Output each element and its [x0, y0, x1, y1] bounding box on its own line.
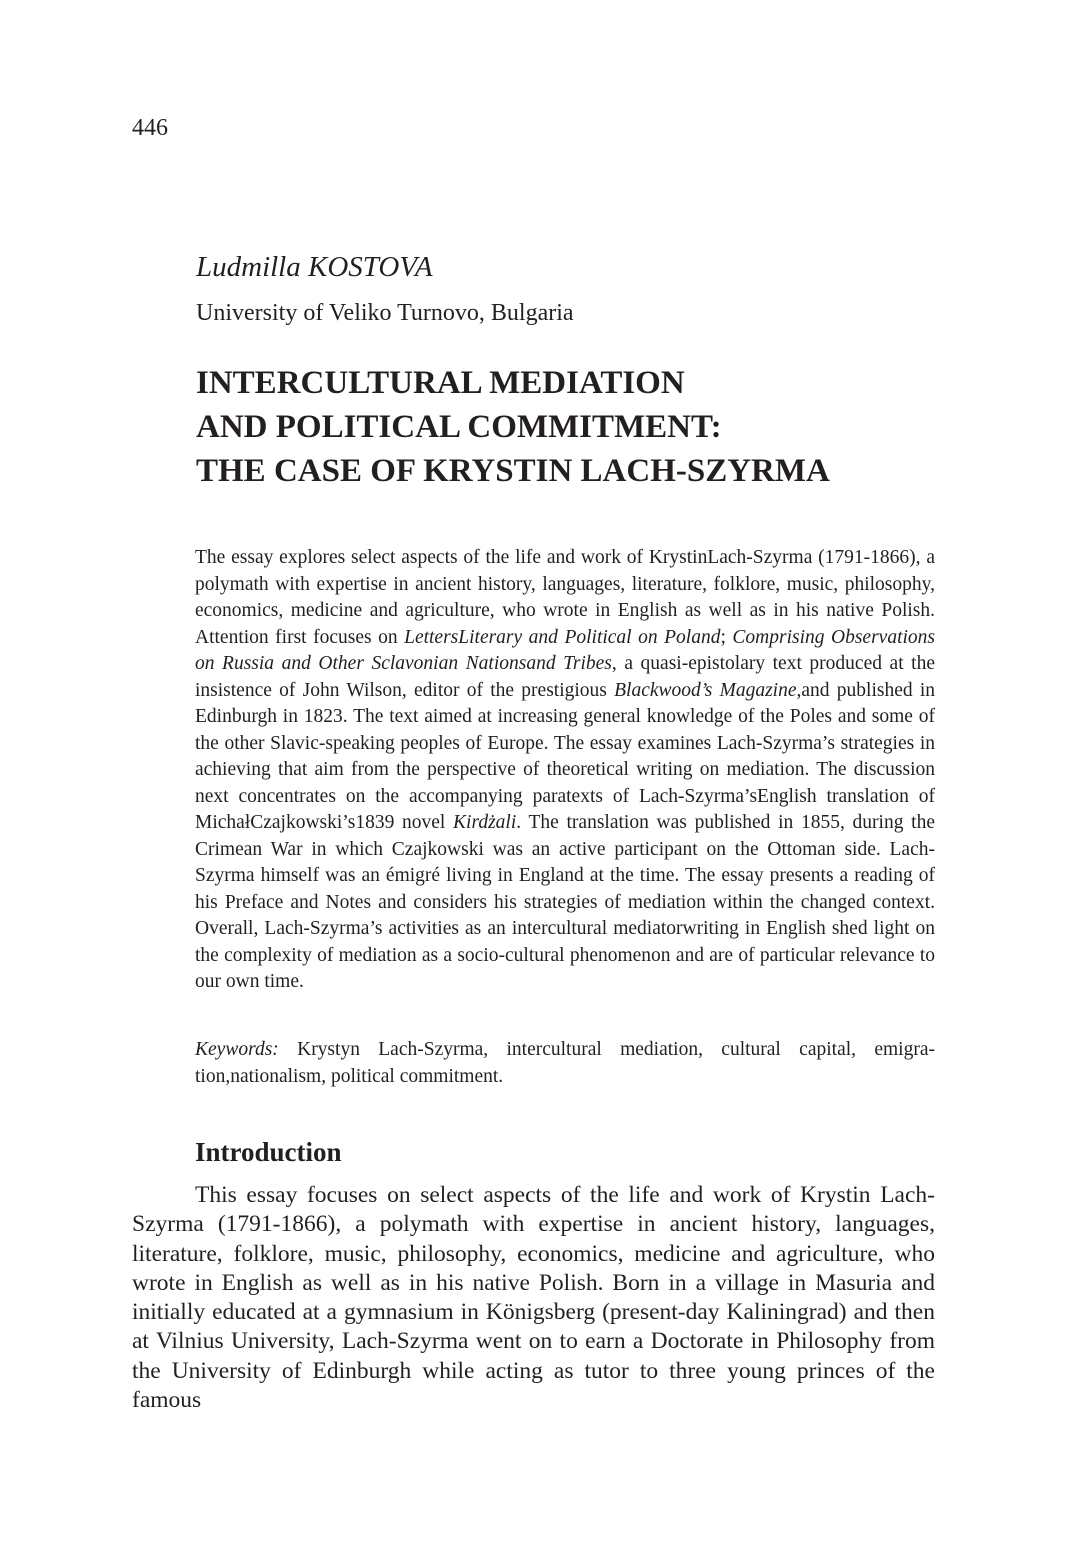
- page-number: 446: [132, 115, 168, 141]
- abstract: [195, 545, 935, 996]
- introduction-paragraph: This essay focuses on select aspects of the life and work of Krystin Lach-Szyrma (1791-1866), a polymath with expertise in ancient history, languages, literature, folklore, music, philosophy, economics, medicine and agriculture, who wrote in English as well as in his native Polish. Born in a village in Masuria and initially educated at a gymnasium in Königsberg (present-day Kaliningrad) and then at Vilnius University, Lach-Szyrma went on to earn a Doctorate in Philosophy from the University of Edinburgh while acting as tutor to three young princes of the famous: [132, 1182, 935, 1414]
- keywords-label: Keywords:: [195, 1039, 279, 1060]
- abstract-text: The essay explores select aspects of the life and work of KrystinLach-Szyrma (1791-1866), a polymath with expertise in ancient history, languages, literature, folklore, music, philosophy, economics, medicine and agriculture, who wrote in English as well as in his native Polish. Attention first focuses on: [195, 547, 935, 648]
- title-line: THE CASE OF KRYSTIN LACH-SZYRMA: [196, 453, 830, 489]
- abstract-text: ,and published in Edinburgh in 1823. The text aimed at increasing general knowledge of the Poles and some of the other Slavic-speaking peoples of Europe. The essay examines Lach-Szyrma’s strategies in achieving that aim from the perspective of theoretical writing on mediation. The discussion next concentrates on the accompanying paratexts of Lach-Szyrma’sEnglish translation of MichałCzajkowski’s1839 novel: [195, 679, 936, 833]
- section-heading-introduction: Introduction: [195, 1137, 342, 1167]
- title-line: INTERCULTURAL MEDIATION: [196, 365, 685, 401]
- author-name: Ludmilla KOSTOVA: [196, 251, 433, 283]
- keywords: [195, 1037, 935, 1090]
- keywords-text: Krystyn Lach-Szyrma, intercultural mediation, cultural capital, emigration,nationalism, political commitment.: [195, 1039, 935, 1087]
- title-line: AND POLITICAL COMMITMENT:: [196, 409, 722, 445]
- article-title: [196, 361, 956, 493]
- author-affiliation: University of Veliko Turnovo, Bulgaria: [196, 300, 574, 326]
- abstract-text: . The translation was published in 1855, during the Crimean War in which Czajkowski was an active participant on the Ottoman side. Lach-Szyrma himself was an émigré living in England at the time. The essay presents a reading of his Preface and Notes and considers his strategies of mediation within the changed context. Overall, Lach-Szyrma’s activities as an intercultural mediatorwriting in English shed light on the complexity of mediation as a socio-cultural phenomenon and are of particular relevance to our own time.: [195, 812, 935, 992]
- abstract-work-title: LettersLiterary and Political on Poland: [404, 626, 721, 648]
- abstract-work-title: Blackwood’s Magazine: [614, 679, 797, 701]
- abstract-text: , a quasi-epistolary text produced at the insistence of John Wilson, editor of the prestigious: [195, 653, 935, 701]
- abstract-work-title: Kirdżali: [453, 812, 517, 833]
- abstract-text: ;: [720, 626, 733, 648]
- abstract-work-title: Comprising Observations on Russia and Other Sclavonian Nationsand Tribes: [195, 626, 935, 674]
